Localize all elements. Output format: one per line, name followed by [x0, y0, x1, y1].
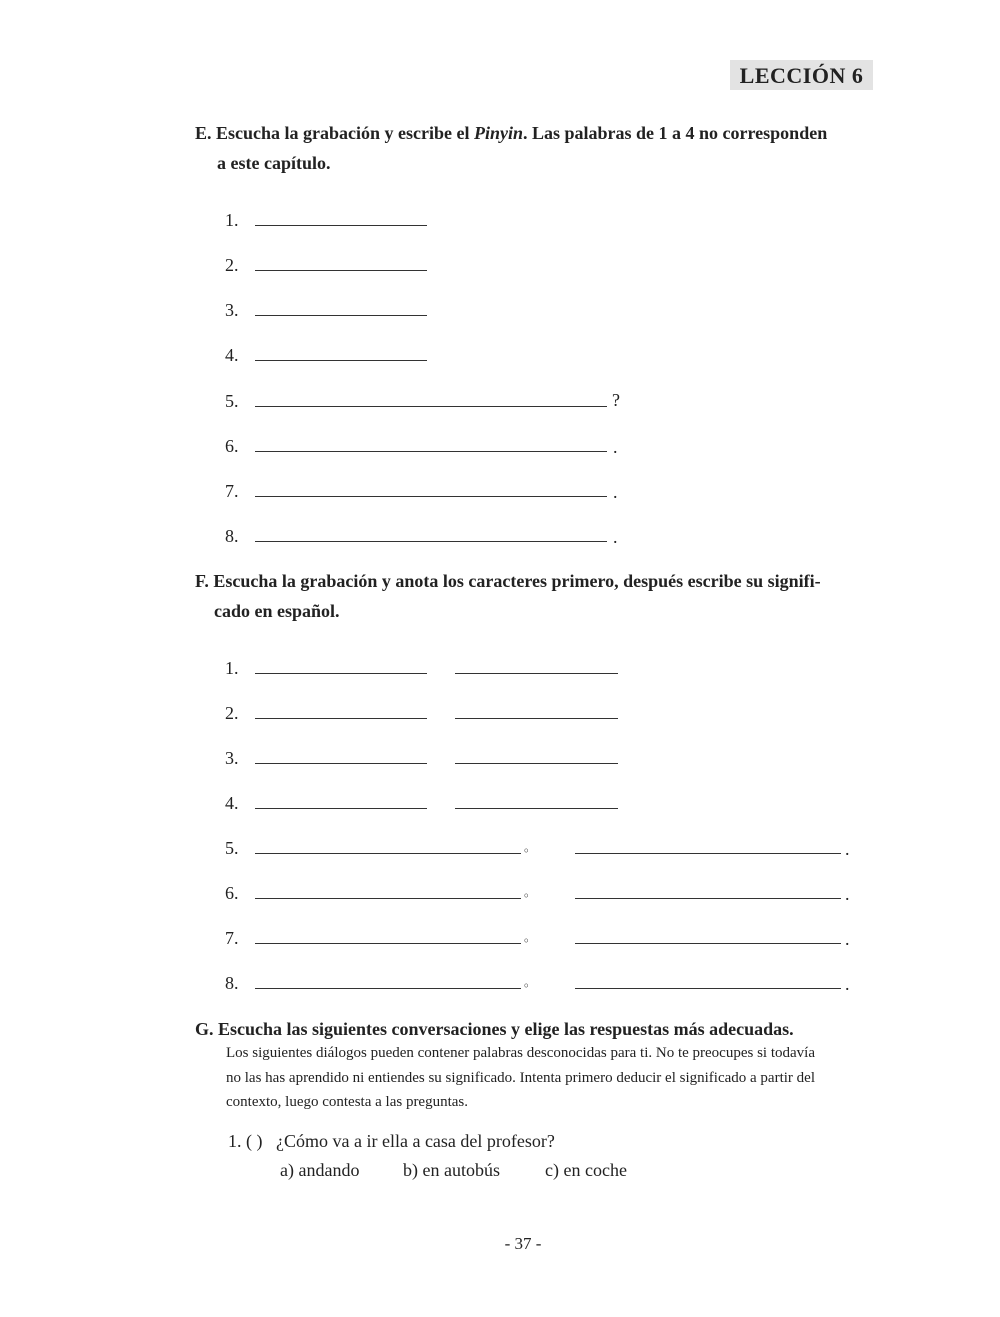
section-e-item-number: 7.	[225, 481, 239, 501]
section-f-item-number: 4.	[225, 793, 239, 813]
period: .	[845, 884, 850, 904]
answer-blank[interactable]	[255, 315, 427, 316]
section-f-item-number: 5.	[225, 838, 239, 858]
period: .	[613, 437, 618, 457]
section-e-item-number: 4.	[225, 345, 239, 365]
section-e-item-number: 2.	[225, 255, 239, 275]
section-e-title-line2: a este capítulo.	[217, 153, 331, 173]
option-c[interactable]: c) en coche	[545, 1160, 627, 1180]
section-g-title: G. Escucha las siguientes conversaciones y elige las respuestas más adecuadas.	[195, 1019, 794, 1039]
section-e-item-number: 5.	[225, 391, 239, 411]
chinese-period: 。	[524, 885, 537, 899]
section-f-item-number: 7.	[225, 928, 239, 948]
meaning-blank[interactable]	[455, 763, 618, 764]
section-f-title-line2: cado en español.	[214, 601, 340, 621]
answer-blank[interactable]	[255, 225, 427, 226]
question-mark: ?	[612, 390, 620, 410]
section-e-title-suffix: . Las palabras de 1 a 4 no corresponden	[523, 123, 828, 143]
section-g-instructions-line: contexto, luego contesta a las preguntas.	[226, 1094, 469, 1110]
characters-blank[interactable]	[255, 988, 521, 989]
meaning-blank[interactable]	[575, 988, 841, 989]
section-e-item-number: 6.	[225, 436, 239, 456]
meaning-blank[interactable]	[455, 808, 618, 809]
page-number: - 37 -	[504, 1234, 542, 1253]
option-b[interactable]: b) en autobús	[403, 1160, 500, 1180]
meaning-blank[interactable]	[455, 673, 618, 674]
section-e-item-number: 3.	[225, 300, 239, 320]
period: .	[613, 482, 618, 502]
meaning-blank[interactable]	[455, 718, 618, 719]
section-e-title-prefix: E. Escucha la grabación y escribe el	[195, 123, 474, 143]
answer-blank[interactable]	[255, 496, 607, 497]
chinese-period: 。	[524, 930, 537, 944]
option-a[interactable]: a) andando	[280, 1160, 360, 1180]
answer-blank[interactable]	[255, 541, 607, 542]
section-f-item-number: 3.	[225, 748, 239, 768]
characters-blank[interactable]	[255, 673, 427, 674]
question-text: ¿Cómo va a ir ella a casa del profesor?	[276, 1131, 555, 1151]
characters-blank[interactable]	[255, 763, 427, 764]
meaning-blank[interactable]	[575, 943, 841, 944]
meaning-blank[interactable]	[575, 898, 841, 899]
period: .	[845, 839, 850, 859]
lesson-badge: LECCIÓN 6	[730, 60, 873, 90]
section-e-title	[195, 118, 827, 148]
section-f-item-number: 1.	[225, 658, 239, 678]
characters-blank[interactable]	[255, 718, 427, 719]
section-f-title: F. Escucha la grabación y anota los caracteres primero, después escribe su signifi-	[195, 571, 821, 591]
answer-blank[interactable]	[255, 451, 607, 452]
characters-blank[interactable]	[255, 898, 521, 899]
characters-blank[interactable]	[255, 853, 521, 854]
section-e-item-number: 1.	[225, 210, 239, 230]
answer-blank[interactable]	[255, 360, 427, 361]
answer-blank[interactable]	[255, 406, 607, 407]
period: .	[845, 974, 850, 994]
period: .	[613, 527, 618, 547]
chinese-period: 。	[524, 975, 537, 989]
meaning-blank[interactable]	[575, 853, 841, 854]
characters-blank[interactable]	[255, 943, 521, 944]
section-e-item-number: 8.	[225, 526, 239, 546]
period: .	[845, 929, 850, 949]
section-f-item-number: 6.	[225, 883, 239, 903]
section-g-instructions-line: no las has aprendido ni entiendes su significado. Intenta primero deducir el significado a partir del	[226, 1070, 815, 1086]
question-answer-slot[interactable]: 1. ( )	[228, 1131, 263, 1151]
section-e-title-italic: Pinyin	[473, 123, 523, 143]
characters-blank[interactable]	[255, 808, 427, 809]
section-g-instructions-line: Los siguientes diálogos pueden contener palabras desconocidas para ti. No te preocupes si todavía	[226, 1045, 815, 1061]
section-f-item-number: 8.	[225, 973, 239, 993]
section-f-item-number: 2.	[225, 703, 239, 723]
chinese-period: 。	[524, 840, 537, 854]
answer-blank[interactable]	[255, 270, 427, 271]
